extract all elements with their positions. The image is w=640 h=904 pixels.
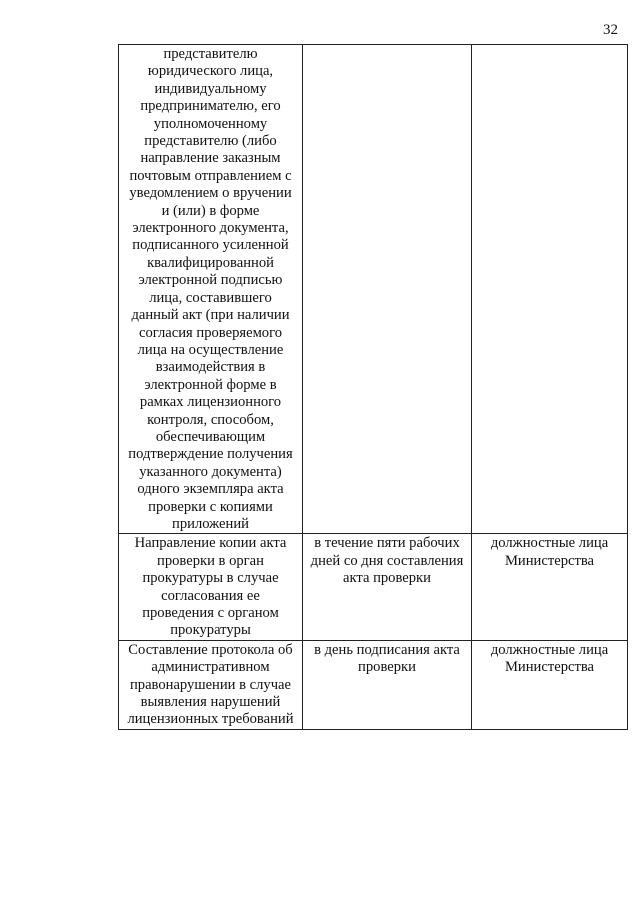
procedure-table bbox=[118, 44, 628, 730]
page-number: 32 bbox=[603, 22, 618, 38]
deadline-cell: в день подписания акта проверки bbox=[303, 640, 472, 729]
deadline-cell bbox=[303, 45, 472, 534]
responsible-cell bbox=[472, 45, 628, 534]
action-cell: Направление копии акта проверки в орган прокуратуры в случае согласования ее проведения с органом прокуратуры bbox=[119, 534, 303, 640]
deadline-cell: в течение пяти рабочих дней со дня составления акта проверки bbox=[303, 534, 472, 640]
table-row bbox=[119, 534, 628, 640]
responsible-cell: должностные лица Министерства bbox=[472, 534, 628, 640]
action-cell: Составление протокола об административном правонарушении в случае выявления нарушений лицензионных требований bbox=[119, 640, 303, 729]
table-row bbox=[119, 45, 628, 534]
action-cell: представителю юридического лица, индивидуальному предпринимателю, его уполномоченному представителю (либо направление заказным почтовым отправлением с уведомлением о вручении и (или) в форме электронного документа, подписанного усиленной квалифицированной электронной подписью лица, составившего данный акт (при наличии согласия проверяемого лица на осуществление взаимодействия в электронной форме в рамках лицензионного контроля, способом, обеспечивающим подтверждение получения указанного документа) одного экземпляра акта проверки с копиями приложений bbox=[119, 45, 303, 534]
table-row bbox=[119, 640, 628, 729]
responsible-cell: должностные лица Министерства bbox=[472, 640, 628, 729]
